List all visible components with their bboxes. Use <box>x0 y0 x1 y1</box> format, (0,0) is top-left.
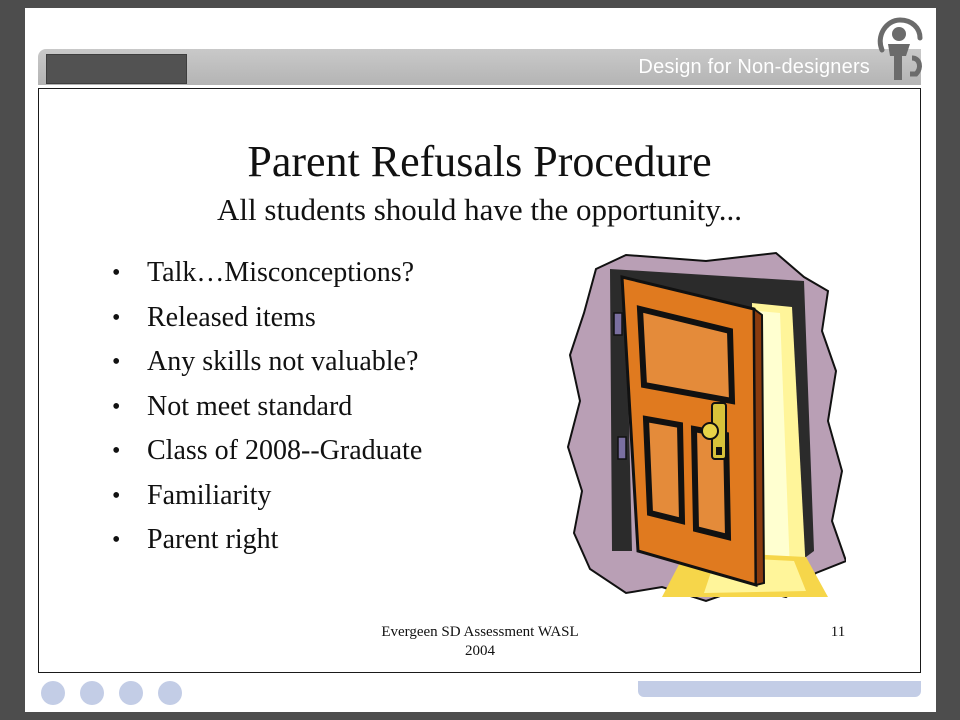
bullet-item: • Parent right <box>110 521 422 566</box>
bullet-item: • Not meet standard <box>110 388 422 433</box>
slide-number: 11 <box>830 624 846 640</box>
bullet-item: • Familiarity <box>110 477 422 522</box>
bullet-item: • Class of 2008--Graduate <box>110 432 422 477</box>
footer-source: Evergeen SD Assessment WASL <box>381 624 579 640</box>
slide-title: Parent Refusals Procedure <box>247 137 712 186</box>
circle-icon <box>119 681 143 705</box>
bullet-item: • Released items <box>110 299 422 344</box>
header-dark-block <box>46 54 187 84</box>
slide-subtitle: All students should have the opportunity... <box>217 192 742 227</box>
footer-year: 2004 <box>465 643 495 659</box>
circle-icon <box>41 681 65 705</box>
open-door-icon <box>566 251 846 603</box>
circle-icon <box>158 681 182 705</box>
slide-footer <box>320 623 640 661</box>
person-with-circle-logo-icon <box>872 14 924 86</box>
bullet-item: • Any skills not valuable? <box>110 343 422 388</box>
bullet-list <box>110 254 422 566</box>
bottom-accent-bar <box>638 681 921 697</box>
decorative-dots <box>41 681 182 705</box>
bullet-item: • Talk…Misconceptions? <box>110 254 422 299</box>
circle-icon <box>80 681 104 705</box>
presentation-title: Design for Non-designers <box>638 56 870 78</box>
